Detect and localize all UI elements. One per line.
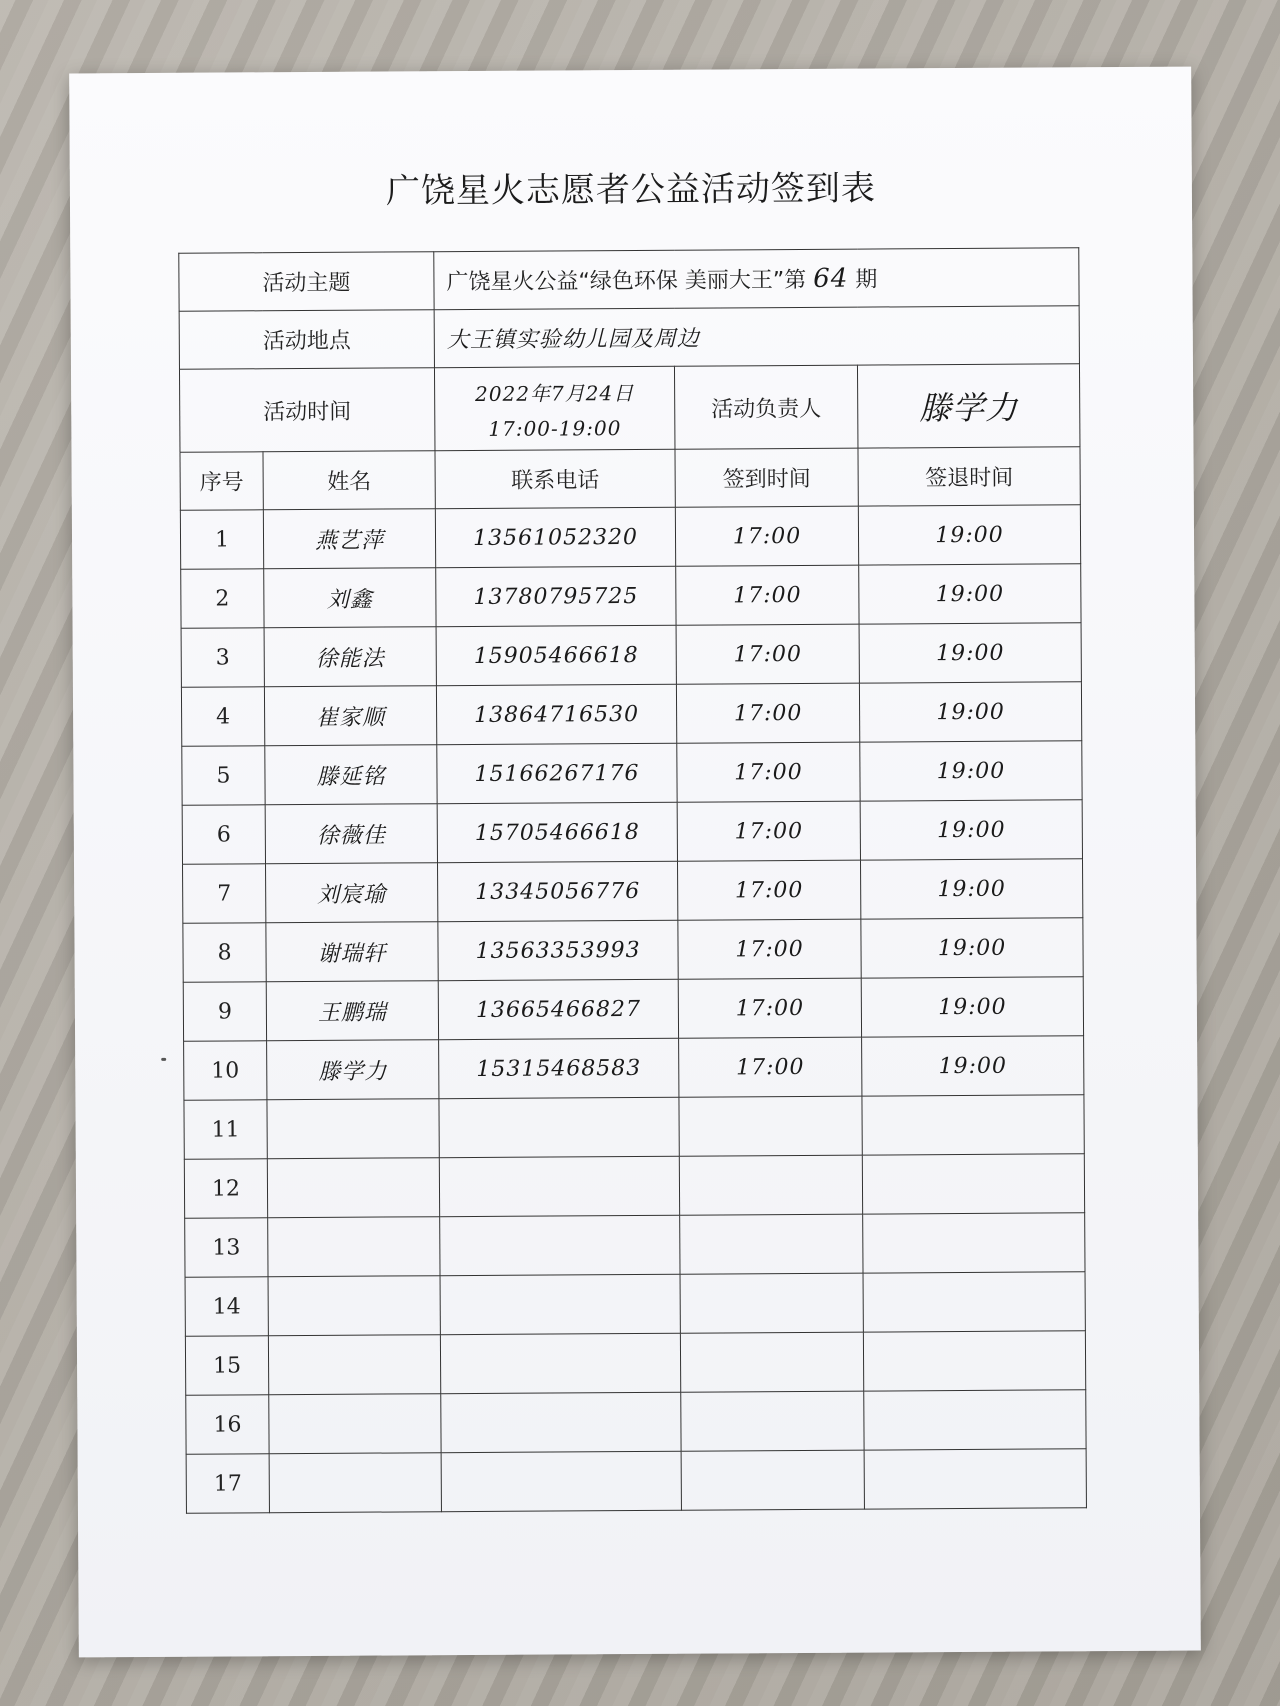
signer-name [269,1453,441,1513]
signout-time: 19:00 [861,977,1083,1037]
signer-phone: 13864716530 [436,684,676,744]
signout-time: 19:00 [862,1036,1084,1096]
row-number: 13 [185,1218,268,1278]
signer-name [269,1394,441,1454]
signer-name [267,1099,439,1159]
row-number: 4 [181,687,264,747]
table-row [185,1331,1085,1395]
signer-phone: 15905466618 [436,625,676,685]
signin-time [681,1450,864,1510]
signer-name: 崔家顺 [264,686,436,746]
table-row [183,977,1083,1041]
signin-time: 17:00 [677,801,860,861]
row-number: 14 [185,1277,268,1337]
signin-time: 17:00 [679,1037,862,1097]
row-number: 9 [183,982,266,1042]
signer-name: 刘宸瑜 [266,863,438,923]
row-number: 6 [182,805,265,865]
signer-phone: 13345056776 [438,861,678,921]
row-number: 1 [180,510,263,570]
table-row [181,623,1081,687]
signout-time: 19:00 [859,564,1081,624]
signin-time [680,1214,863,1274]
table-row [182,741,1082,805]
row-number: 10 [184,1041,267,1101]
signer-phone: 15315468583 [439,1038,679,1098]
signin-time: 17:00 [676,624,859,684]
col-header-signin: 签到时间 [675,448,858,507]
signin-time: 17:00 [677,742,860,802]
theme-suffix: 期 [855,267,878,293]
time-value-cell [434,366,675,450]
signout-time: 19:00 [859,682,1081,742]
col-header-no: 序号 [180,452,263,511]
signout-time: 19:00 [859,623,1081,683]
signer-name [268,1335,440,1395]
signin-time [679,1096,862,1156]
signin-time: 17:00 [678,860,861,920]
signer-phone: 15705466618 [437,802,677,862]
row-number: 16 [186,1395,269,1455]
signout-time: 19:00 [860,800,1082,860]
row-number: 8 [183,923,266,983]
table-row [184,1095,1084,1159]
time-row [179,364,1080,452]
signer-name [267,1158,439,1218]
table-row [181,564,1081,628]
table-row [186,1449,1086,1513]
row-number: 12 [184,1159,267,1219]
signer-name: 谢瑞轩 [266,922,438,982]
signin-time [680,1273,863,1333]
row-number: 3 [181,628,264,688]
table-row [182,800,1082,864]
place-row [179,306,1079,369]
signer-phone: 13780795725 [436,566,676,626]
date-value: 2022年7月24日 [475,380,635,406]
signer-name [268,1217,440,1277]
signer-phone [440,1215,680,1275]
table-row [185,1272,1085,1336]
signin-time: 17:00 [676,683,859,743]
theme-prefix: 广饶星火公益“绿色环保 美丽大王”第 [446,267,807,296]
row-number: 15 [185,1336,268,1396]
table-row [180,505,1080,569]
signout-time [863,1331,1085,1391]
signer-phone [441,1392,681,1452]
signout-time [864,1390,1086,1450]
table-row [183,859,1083,923]
time-label: 活动时间 [179,368,435,453]
time-value: 17:00-19:00 [488,415,622,441]
signer-phone [440,1274,680,1334]
signout-time: 19:00 [858,505,1080,565]
signer-name [268,1276,440,1336]
signer-phone: 13665466827 [438,979,678,1039]
signout-time: 19:00 [861,859,1083,919]
row-number: 7 [183,864,266,924]
signout-time [864,1449,1086,1509]
signin-time [679,1155,862,1215]
issue-number: 64 [813,263,849,294]
signer-name: 刘鑫 [264,568,436,628]
signout-time: 19:00 [860,741,1082,801]
signer-name: 王鹏瑞 [266,981,438,1041]
page-title: 广饶星火志愿者公益活动签到表 [385,168,877,212]
signer-name: 滕学力 [267,1040,439,1100]
table-row [183,918,1083,982]
table-row [181,682,1081,746]
row-number: 17 [186,1454,269,1514]
signer-phone: 13563353993 [438,920,678,980]
row-number: 5 [182,746,265,806]
leader-label: 活动负责人 [674,365,858,449]
row-number: 2 [181,569,264,629]
signout-time [862,1154,1084,1214]
signer-phone: 15166267176 [437,743,677,803]
paper-sheet [69,67,1201,1658]
paper-speck [161,1058,166,1061]
signin-table [178,247,1087,1513]
theme-label: 活动主题 [179,252,434,312]
signout-time [863,1272,1085,1332]
signer-phone [439,1097,679,1157]
col-header-name: 姓名 [263,451,435,510]
column-header-row [180,447,1080,510]
col-header-signout: 签退时间 [858,447,1080,506]
row-number: 11 [184,1100,267,1160]
table-row [185,1213,1085,1277]
table-row [184,1154,1084,1218]
signer-name: 徐薇佳 [265,804,437,864]
signout-time [862,1095,1084,1155]
signout-time: 19:00 [861,918,1083,978]
table-row [184,1036,1084,1100]
signin-time: 17:00 [675,506,858,566]
signout-time [863,1213,1085,1273]
theme-row [179,248,1079,311]
signer-name: 燕艺萍 [263,509,435,569]
signin-time: 17:00 [678,919,861,979]
signer-name: 徐能法 [264,627,436,687]
signin-time: 17:00 [678,978,861,1038]
signer-phone [441,1451,681,1511]
place-label: 活动地点 [179,310,434,370]
signer-phone [440,1333,680,1393]
leader-value: 滕学力 [857,364,1080,448]
signin-time [680,1332,863,1392]
col-header-phone: 联系电话 [435,449,675,508]
signer-phone: 13561052320 [435,507,675,567]
signin-time: 17:00 [676,565,859,625]
theme-value [434,248,1079,310]
signer-name: 滕延铭 [265,745,437,805]
signer-phone [439,1156,679,1216]
place-value: 大王镇实验幼儿园及周边 [434,306,1079,368]
signin-time [681,1391,864,1451]
table-row [186,1390,1086,1454]
